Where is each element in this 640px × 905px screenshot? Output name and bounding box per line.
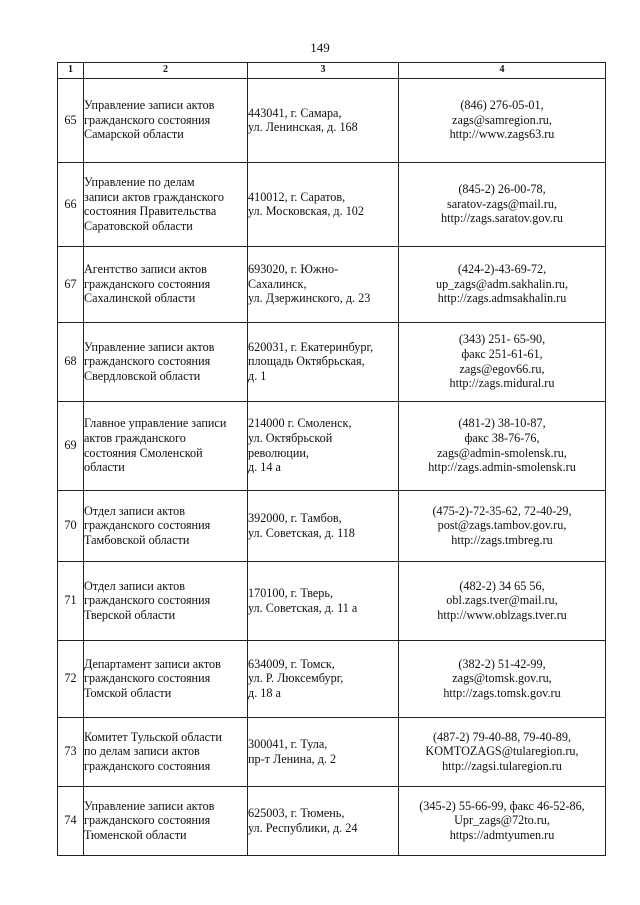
table-row: [58, 490, 606, 561]
office-name-cell: [84, 322, 248, 401]
table-row: [58, 401, 606, 490]
contacts-cell: [399, 490, 606, 561]
address-cell: [248, 640, 399, 717]
contact-line: zags@admin-smolensk.ru,: [437, 445, 567, 460]
contact-line: up_zags@adm.sakhalin.ru,: [435, 276, 569, 291]
office-name-line: актов гражданского: [84, 431, 186, 445]
contact-line: http://zags.admin-smolensk.ru: [428, 460, 576, 475]
office-name-line: Свердловской области: [84, 368, 201, 383]
contact-line: (424-2)-43-69-72,: [457, 262, 547, 277]
contact-line: факс 251-61-61,: [461, 347, 543, 361]
office-name-line: Отдел записи актов: [84, 578, 185, 593]
table-row: [58, 162, 606, 246]
office-name-line: Саратовской области: [84, 218, 193, 233]
contacts-cell: [399, 246, 606, 322]
contacts-cell: [399, 640, 606, 717]
office-name-line: гражданского состояния: [84, 593, 211, 608]
table-row: [58, 640, 606, 717]
office-name-cell: [84, 401, 248, 490]
contact-line: KOMTOZAGS@tularegion.ru,: [425, 744, 579, 759]
office-name-line: гражданского состояния: [84, 354, 211, 369]
column-header: 1: [58, 63, 84, 79]
contact-line: zags@samregion.ru,: [452, 112, 552, 127]
office-name-line: Самарской области: [84, 127, 184, 142]
address-cell: [248, 490, 399, 561]
office-name-line: Томской области: [84, 685, 172, 700]
office-name-cell: [84, 246, 248, 322]
contact-line: (382-2) 51-42-99,: [458, 656, 546, 671]
contacts-cell: [399, 322, 606, 401]
address-line: пр-т Ленина, д. 2: [248, 751, 337, 766]
office-name-line: по делам записи актов: [84, 744, 200, 759]
address-cell: [248, 162, 399, 246]
address-line: ул. Дзержинского, д. 23: [248, 291, 371, 306]
table-row: [58, 246, 606, 322]
contact-line: (482-2) 34 65 56,: [459, 578, 545, 593]
office-name-line: Агентство записи актов: [84, 262, 207, 277]
address-line: 625003, г. Тюмень,: [248, 806, 345, 820]
contacts-cell: [399, 162, 606, 246]
column-header: 4: [399, 63, 606, 79]
contact-line: (845-2) 26-00-78,: [458, 182, 546, 197]
office-name-line: записи актов гражданского: [84, 189, 224, 204]
office-name-line: гражданского состояния: [84, 758, 211, 773]
office-name-line: Сахалинской области: [84, 291, 196, 306]
contact-line: (487-2) 79-40-88, 79-40-89,: [432, 729, 572, 744]
address-cell: [248, 322, 399, 401]
contact-line: http://www.zags63.ru: [449, 127, 555, 142]
row-number: 66: [58, 162, 84, 246]
row-number: 73: [58, 717, 84, 786]
contact-line: https://admtyumen.ru: [449, 827, 555, 842]
address-cell: [248, 786, 399, 855]
office-name-line: Департамент записи актов: [84, 656, 221, 671]
contact-line: zags@egov66.ru,: [459, 361, 545, 376]
office-name-line: Главное управление записи: [84, 416, 227, 431]
address-line: 620031, г. Екатеринбург,: [248, 339, 374, 354]
contact-line: (481-2) 38-10-87,: [458, 416, 546, 431]
table-row: [58, 561, 606, 640]
contact-line: (343) 251- 65-90,: [458, 332, 546, 347]
office-name-line: гражданского состояния: [84, 112, 211, 127]
contacts-cell: [399, 717, 606, 786]
contact-line: http://www.oblzags.tver.ru: [437, 607, 567, 622]
row-number: 72: [58, 640, 84, 717]
address-line: Сахалинск,: [248, 276, 307, 291]
office-name-line: Управление записи актов: [84, 339, 215, 354]
office-name-line: Управление записи актов: [84, 98, 215, 113]
table-row: [58, 322, 606, 401]
address-line: 634009, г. Томск,: [248, 656, 335, 671]
contacts-cell: [399, 786, 606, 855]
contact-line: post@zags.tambov.gov.ru,: [437, 518, 567, 533]
address-line: ул. Республики, д. 24: [248, 820, 358, 835]
address-line: д. 14 а: [248, 460, 281, 475]
contact-line: http://zags.admsakhalin.ru: [437, 291, 567, 306]
office-name-line: Отдел записи актов: [84, 503, 185, 518]
column-header: 3: [248, 63, 399, 79]
address-line: 170100, г. Тверь,: [248, 586, 334, 600]
contact-line: http://zags.saratov.gov.ru: [441, 211, 563, 226]
row-number: 71: [58, 561, 84, 640]
row-number: 74: [58, 786, 84, 855]
office-name-cell: [84, 640, 248, 717]
page-number: 149: [310, 40, 330, 55]
contact-line: (475-2)-72-35-62, 72-40-29,: [432, 503, 572, 518]
address-line: 300041, г. Тула,: [248, 737, 328, 751]
office-name-cell: [84, 561, 248, 640]
address-line: ул. Советская, д. 118: [248, 525, 355, 540]
office-name-line: состояния Правительства: [84, 204, 217, 219]
office-name-cell: [84, 717, 248, 786]
office-name-cell: [84, 786, 248, 855]
contact-line: zags@tomsk.gov.ru,: [452, 671, 552, 686]
contact-line: Upr_zags@72to.ru,: [454, 813, 550, 828]
office-name-cell: [84, 78, 248, 162]
contact-line: http://zags.midural.ru: [449, 376, 555, 391]
office-name-line: гражданского состояния: [84, 671, 211, 686]
contact-line: saratov-zags@mail.ru,: [446, 196, 558, 211]
address-line: 693020, г. Южно-: [248, 262, 339, 277]
row-number: 69: [58, 401, 84, 490]
office-name-line: Тюменской области: [84, 827, 187, 842]
contact-line: http://zags.tomsk.gov.ru: [443, 685, 561, 700]
address-line: революции,: [248, 445, 309, 460]
office-name-line: Управление по делам: [84, 174, 195, 189]
office-name-line: Тамбовской области: [84, 532, 190, 547]
contact-line: факс 38-76-76,: [464, 431, 540, 445]
address-line: ул. Советская, д. 11 а: [248, 600, 358, 615]
address-cell: [248, 561, 399, 640]
contact-line: obl.zags.tver@mail.ru,: [446, 593, 558, 608]
office-name-line: гражданского состояния: [84, 813, 211, 828]
office-name-line: Комитет Тульской области: [84, 729, 222, 744]
address-line: ул. Московская, д. 102: [248, 204, 364, 219]
address-cell: [248, 246, 399, 322]
table-header-row: [58, 63, 606, 79]
office-name-line: Тверской области: [84, 607, 176, 622]
row-number: 70: [58, 490, 84, 561]
office-name-cell: [84, 162, 248, 246]
address-line: 392000, г. Тамбов,: [248, 511, 342, 525]
address-line: 410012, г. Саратов,: [248, 189, 346, 204]
contact-line: http://zagsi.tularegion.ru: [442, 758, 562, 773]
contact-line: (345-2) 55-66-99, факс 46-52-86,: [419, 798, 585, 813]
registry-table: [57, 62, 606, 856]
address-cell: [248, 717, 399, 786]
office-name-cell: [84, 490, 248, 561]
row-number: 67: [58, 246, 84, 322]
address-line: д. 1: [248, 368, 267, 383]
address-line: площадь Октябрьская,: [248, 354, 365, 369]
address-line: ул. Р. Люксембург,: [248, 671, 344, 686]
row-number: 65: [58, 78, 84, 162]
contacts-cell: [399, 561, 606, 640]
contacts-cell: [399, 401, 606, 490]
address-line: ул. Октябрьской: [248, 431, 333, 445]
office-name-line: гражданского состояния: [84, 518, 211, 533]
column-header: 2: [84, 63, 248, 79]
table-row: [58, 78, 606, 162]
address-line: 214000 г. Смоленск,: [248, 416, 352, 431]
office-name-line: гражданского состояния: [84, 276, 211, 291]
address-cell: [248, 401, 399, 490]
contact-line: http://zags.tmbreg.ru: [451, 532, 553, 547]
table-row: [58, 717, 606, 786]
contact-line: (846) 276-05-01,: [460, 98, 544, 113]
address-line: д. 18 а: [248, 685, 281, 700]
office-name-line: Управление записи актов: [84, 798, 215, 813]
row-number: 68: [58, 322, 84, 401]
address-cell: [248, 78, 399, 162]
office-name-line: области: [84, 460, 125, 475]
contacts-cell: [399, 78, 606, 162]
address-line: 443041, г. Самара,: [248, 105, 342, 120]
office-name-line: состояния Смоленской: [84, 445, 203, 460]
address-line: ул. Ленинская, д. 168: [248, 120, 358, 135]
table-row: [58, 786, 606, 855]
